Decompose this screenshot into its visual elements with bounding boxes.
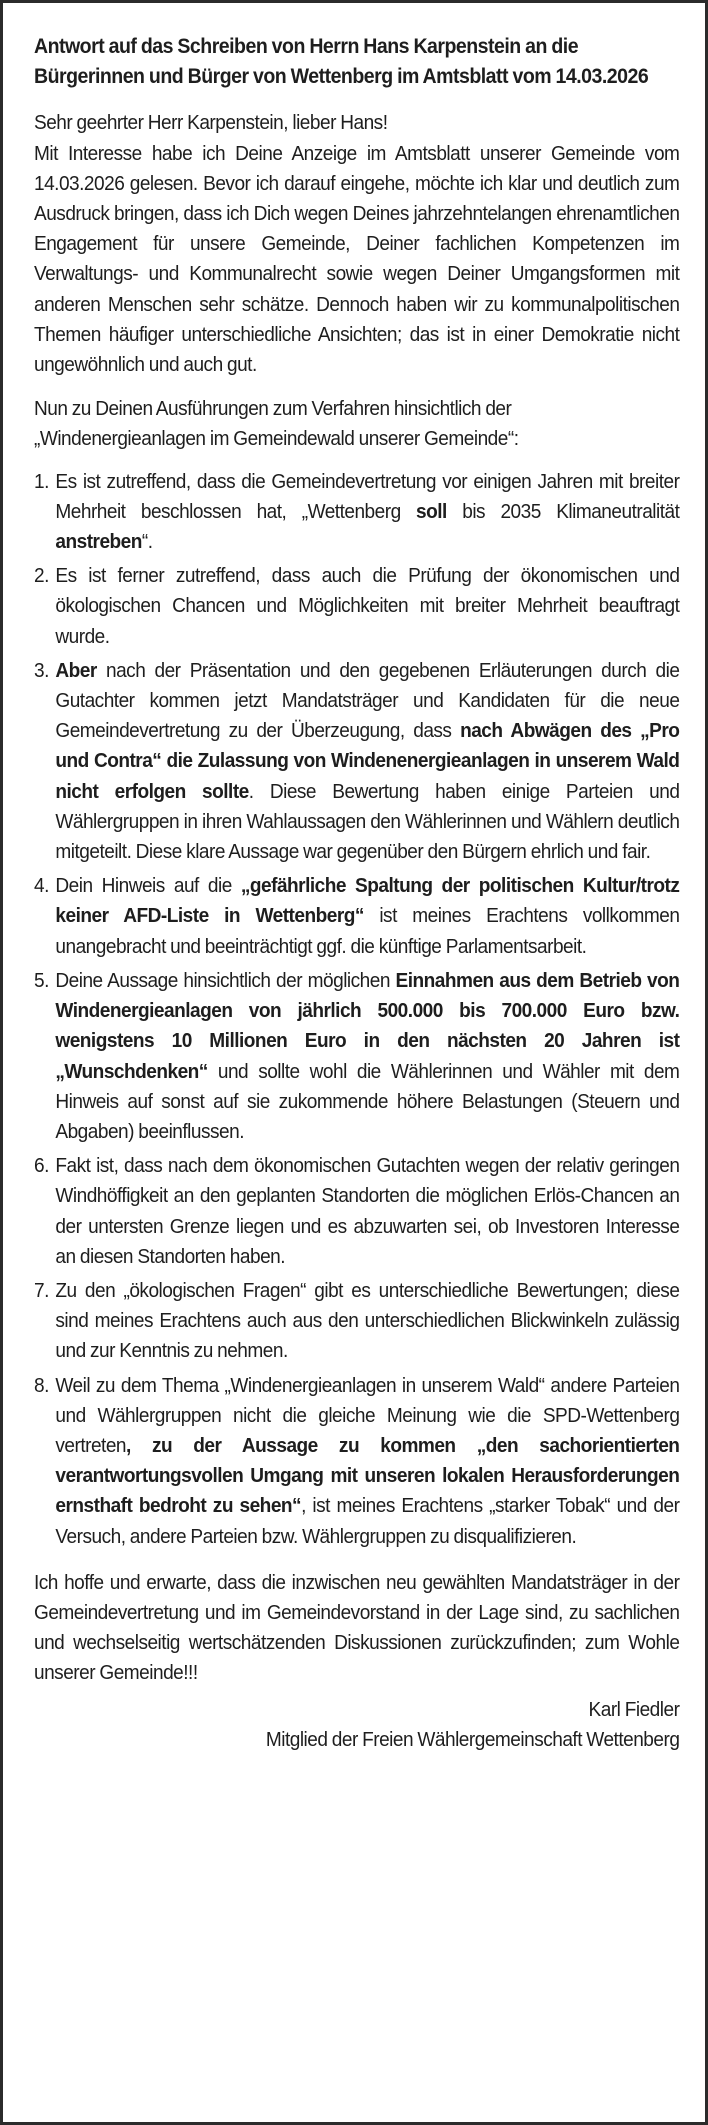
point-item xyxy=(34,561,679,652)
point-number: 3. xyxy=(34,658,49,682)
bold-text-segment: Aber xyxy=(55,658,97,682)
point-item xyxy=(34,656,679,867)
point-item xyxy=(34,1151,679,1272)
bold-text-segment: „gefährliche Spaltung der politischen Kultur/trotz keiner AFD-Liste in Wettenberg“ xyxy=(55,874,680,928)
point-item xyxy=(34,871,679,962)
bold-text-segment: soll xyxy=(416,499,447,523)
point-text xyxy=(55,969,679,1143)
intro-paragraph: Mit Interesse habe ich Deine Anzeige im Amtsblatt unserer Gemeinde vom 14.03.2026 gelesen. Bevor ich darauf eingehe, möchte ich klar und deutlich zum Ausdruck bringen, dass ich Dich wegen Deines jahrzehntelangen ehrenamtlichen Engagement für unsere Gemeinde, Deiner fachlichen Kompetenzen im Verwaltungs- und Kommunalrecht sowie wegen Deiner Umgangsformen mit anderen Menschen sehr schätze. Dennoch haben wir zu kommunalpolitischen Themen häufiger unterschiedliche Ansichten; das ist in einer Demokratie nicht ungewöhnlich und auch gut. xyxy=(34,141,680,377)
point-text xyxy=(55,470,679,553)
point-text xyxy=(55,1374,679,1548)
text-segment: Weil zu dem Thema „Windenergieanlagen in unserem Wald“ andere Parteien und Wählergruppen nicht die gleiche Meinung wie die SPD-Wettenberg vertreten xyxy=(55,1373,680,1457)
letter-content xyxy=(34,32,679,1755)
closing-paragraph: Ich hoffe und erwarte, dass die inzwischen neu gewählten Mandatsträger in der Gemeindevertretung und im Gemeindevorstand in der Lage sind, zu sachlichen und wechselseitig wertschätzenden Diskussionen zurückzufinden; zum Wohle unserer Gemeinde!!! xyxy=(34,1570,680,1685)
signature-affiliation: Mitglied der Freien Wählergemeinschaft Wettenberg xyxy=(265,1727,680,1751)
transition-paragraph: Nun zu Deinen Ausführungen zum Verfahren hinsichtlich der „Windenergieanlagen im Gemeindewald unserer Gemeinde“: xyxy=(34,397,519,451)
text-segment: Zu den „ökologischen Fragen“ gibt es unterschiedliche Bewertungen; diese sind meines Erachtens auch aus den unterschiedlichen Blickwinkeln zulässig und zur Kenntnis zu nehmen. xyxy=(55,1278,680,1363)
text-segment: Fakt ist, dass nach dem ökonomischen Gutachten wegen der relativ geringen Windhöffigkeit an den geplanten Standorten die möglichen Erlös-Chancen an der untersten Grenze liegen und es abzuwarten sei, ob Investoren Interesse an diesen Standorten haben. xyxy=(55,1154,680,1268)
points-list xyxy=(34,467,679,1552)
bold-text-segment: , zu der Aussage zu kommen „den sachorientierten verantwortungsvollen Umgang mit unseren lokalen Herausforderungen ernsthaft bedroht zu sehen“ xyxy=(55,1433,680,1518)
text-segment: Es ist ferner zutreffend, dass auch die Prüfung der ökonomischen und ökologischen Chancen und Möglichkeiten mit breiter Mehrheit beauftragt wurde. xyxy=(55,564,680,648)
text-segment: , ist meines Erachtens „starker Tobak“ und der Versuch, andere Parteien bzw. Wählergruppen zu disqualifizieren. xyxy=(55,1494,680,1548)
point-number: 2. xyxy=(34,564,49,588)
text-segment: bis 2035 Klimaneutralität xyxy=(446,499,680,523)
letter-heading: Antwort auf das Schreiben von Herrn Hans Karpenstein an die Bürgerinnen und Bürger von Wettenberg im Amtsblatt vom 14.03.2026 xyxy=(34,35,649,89)
bold-text-segment: nach Abwägen des „Pro und Contra“ die Zulassung von Windenenergieanlagen in unserem Wald nicht erfolgen sollte xyxy=(55,719,680,803)
signature-block xyxy=(34,1695,679,1755)
bold-text-segment: anstreben xyxy=(55,530,142,554)
point-text xyxy=(55,564,679,647)
text-segment: nach der Präsentation und den gegebenen Erläuterungen durch die Gutachter kommen jetzt Mandatsträger und Kandidaten für die neue Gemeindevertretung zu der Überzeugung, dass xyxy=(55,658,680,743)
text-segment: Dein Hinweis auf die xyxy=(55,874,241,898)
point-text xyxy=(55,1154,679,1268)
text-segment: Deine Aussage hinsichtlich der möglichen xyxy=(55,968,396,992)
point-item xyxy=(34,467,679,558)
point-number: 1. xyxy=(34,469,49,493)
signature-name: Karl Fiedler xyxy=(588,1697,680,1721)
point-number: 6. xyxy=(34,1154,49,1178)
point-number: 4. xyxy=(34,874,49,898)
point-text xyxy=(55,874,679,957)
text-segment: “. xyxy=(141,530,153,554)
point-text xyxy=(55,659,679,863)
point-item xyxy=(34,966,679,1147)
point-number: 7. xyxy=(34,1278,49,1302)
point-item xyxy=(34,1276,679,1367)
point-number: 8. xyxy=(34,1373,49,1397)
text-segment: ist meines Erachtens vollkommen unangebracht und beeinträchtigt ggf. die künftige Parlamentsarbeit. xyxy=(55,904,680,958)
text-segment: Es ist zutreffend, dass die Gemeindevertretung vor einigen Jahren mit breiter Mehrheit beschlossen hat, „Wettenberg xyxy=(55,469,680,523)
point-number: 5. xyxy=(34,968,49,992)
bold-text-segment: Einnahmen aus dem Betrieb von Windenergieanlagen von jährlich 500.000 bis 700.000 Euro bzw. wenigstens 10 Millionen Euro in den nächsten 20 Jahren ist „Wunschdenken“ xyxy=(55,968,680,1083)
point-text xyxy=(55,1279,679,1362)
point-item xyxy=(34,1371,679,1552)
text-segment: . Diese Bewertung haben einige Parteien und Wählergruppen in ihren Wahlaussagen den Wählerinnen und Wählern deutlich mitgeteilt. Diese klare Aussage war gegenüber den Bürgern ehrlich und fair. xyxy=(55,779,680,864)
greeting: Sehr geehrter Herr Karpenstein, lieber Hans! xyxy=(34,111,388,135)
text-segment: und sollte wohl die Wählerinnen und Wähler mit dem Hinweis auf sonst auf sie zukommende höhere Belastungen (Steuern und Abgaben) beeinflussen. xyxy=(55,1059,680,1143)
